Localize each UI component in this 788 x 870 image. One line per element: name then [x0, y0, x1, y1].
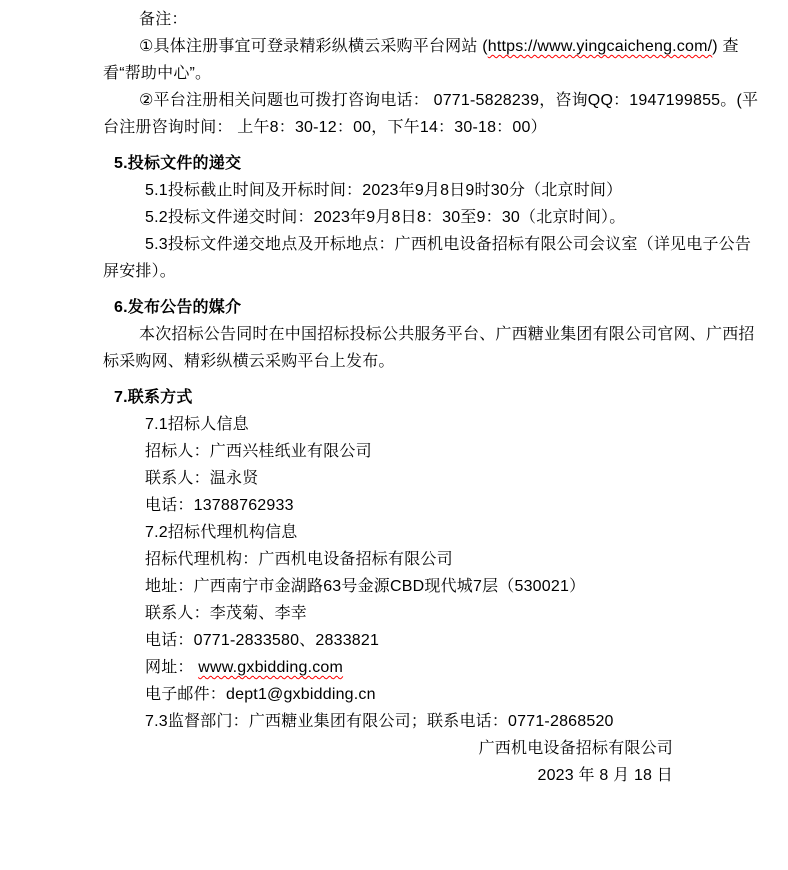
note2-line2-text: 台注册咨询时间： 上午8：30-12：00，下午14：30-18：00）	[103, 119, 547, 136]
agency-name	[103, 546, 685, 573]
note1-line1	[103, 33, 739, 60]
item-5-1-text: 5.1投标截止时间及开标时间：2023年9月8日9时30分（北京时间）	[145, 182, 623, 199]
section5-heading-text: 5.投标文件的递交	[114, 155, 242, 172]
item-7-3-text: 7.3监督部门：广西糖业集团有限公司；联系电话：0771-2868520	[145, 713, 614, 730]
tenderer-contact	[103, 465, 685, 492]
item-7-1-text: 7.1招标人信息	[145, 416, 249, 433]
item-7-2-text: 7.2招标代理机构信息	[145, 524, 298, 541]
agency-website-text: 网址：	[145, 659, 199, 676]
agency-url: www.gxbidding.com	[198, 659, 344, 676]
remark-label-text: 备注：	[139, 11, 188, 28]
note2-line2	[103, 114, 685, 141]
agency-contacts	[103, 600, 685, 627]
section7-heading	[103, 384, 685, 411]
item-5-1	[103, 177, 685, 204]
agency-address-text: 地址：广西南宁市金湖路63号金源CBD现代城7层（530021）	[145, 578, 586, 595]
tenderer-name	[103, 438, 685, 465]
item-7-3	[103, 708, 685, 735]
section6-para-line2	[103, 348, 685, 375]
section6-heading	[103, 294, 685, 321]
remark-label	[103, 6, 685, 33]
item-5-2	[103, 204, 685, 231]
note1-line2	[103, 60, 685, 87]
agency-email	[103, 681, 685, 708]
note2-line1	[103, 87, 759, 114]
signature-date	[103, 762, 685, 789]
agency-contacts-text: 联系人：李茂菊、李幸	[145, 605, 308, 622]
item-5-3-line2-text: 屏安排）。	[103, 263, 177, 280]
item-5-2-text: 5.2投标文件递交时间：2023年9月8日8：30至9：30（北京时间）。	[145, 209, 626, 226]
signature-company-text: 广西机电设备招标有限公司	[478, 740, 673, 757]
signature-company	[103, 735, 685, 762]
tenderer-contact-text: 联系人：温永贤	[145, 470, 259, 487]
section6-para-line2-text: 标采购网、精彩纵横云采购平台上发布。	[103, 353, 395, 370]
section6-para-line1-text: 本次招标公告同时在中国招标投标公共服务平台、广西糖业集团有限公司官网、广西招	[139, 326, 755, 343]
item-7-2	[103, 519, 685, 546]
signature-date-text: 2023 年 8 月 18 日	[537, 767, 673, 784]
note1-line2-text: 看“帮助中心”。	[103, 65, 212, 82]
agency-name-text: 招标代理机构：广西机电设备招标有限公司	[145, 551, 453, 568]
item-5-3-line1	[103, 231, 752, 258]
note1-line1-text: ①具体注册事宜可登录精彩纵横云采购平台网站 (	[139, 38, 488, 55]
section7-heading-text: 7.联系方式	[114, 389, 193, 406]
agency-phone-text: 电话：0771-2833580、2833821	[145, 632, 380, 649]
section6-heading-text: 6.发布公告的媒介	[114, 299, 242, 316]
item-5-3-line1-text: 5.3投标文件递交地点及开标地点：广西机电设备招标有限公司会议室（详见电子公告	[145, 236, 752, 253]
note1-line1-text: ) 查	[712, 38, 739, 55]
tenderer-name-text: 招标人：广西兴桂纸业有限公司	[145, 443, 372, 460]
note2-line1-text: ②平台注册相关问题也可拨打咨询电话： 0771-5828239，咨询QQ：1947199855。(平	[139, 92, 759, 109]
platform-url: https://www.yingcaicheng.com/	[487, 38, 713, 55]
tenderer-phone-text: 电话：13788762933	[145, 497, 294, 514]
agency-phone	[103, 627, 685, 654]
tenderer-phone	[103, 492, 685, 519]
item-5-3-line2	[103, 258, 685, 285]
item-7-1	[103, 411, 685, 438]
agency-email-text: 电子邮件：dept1@gxbidding.cn	[145, 686, 376, 703]
agency-website	[103, 654, 685, 681]
section6-para-line1	[103, 321, 755, 348]
agency-address	[103, 573, 685, 600]
section5-heading	[103, 150, 685, 177]
